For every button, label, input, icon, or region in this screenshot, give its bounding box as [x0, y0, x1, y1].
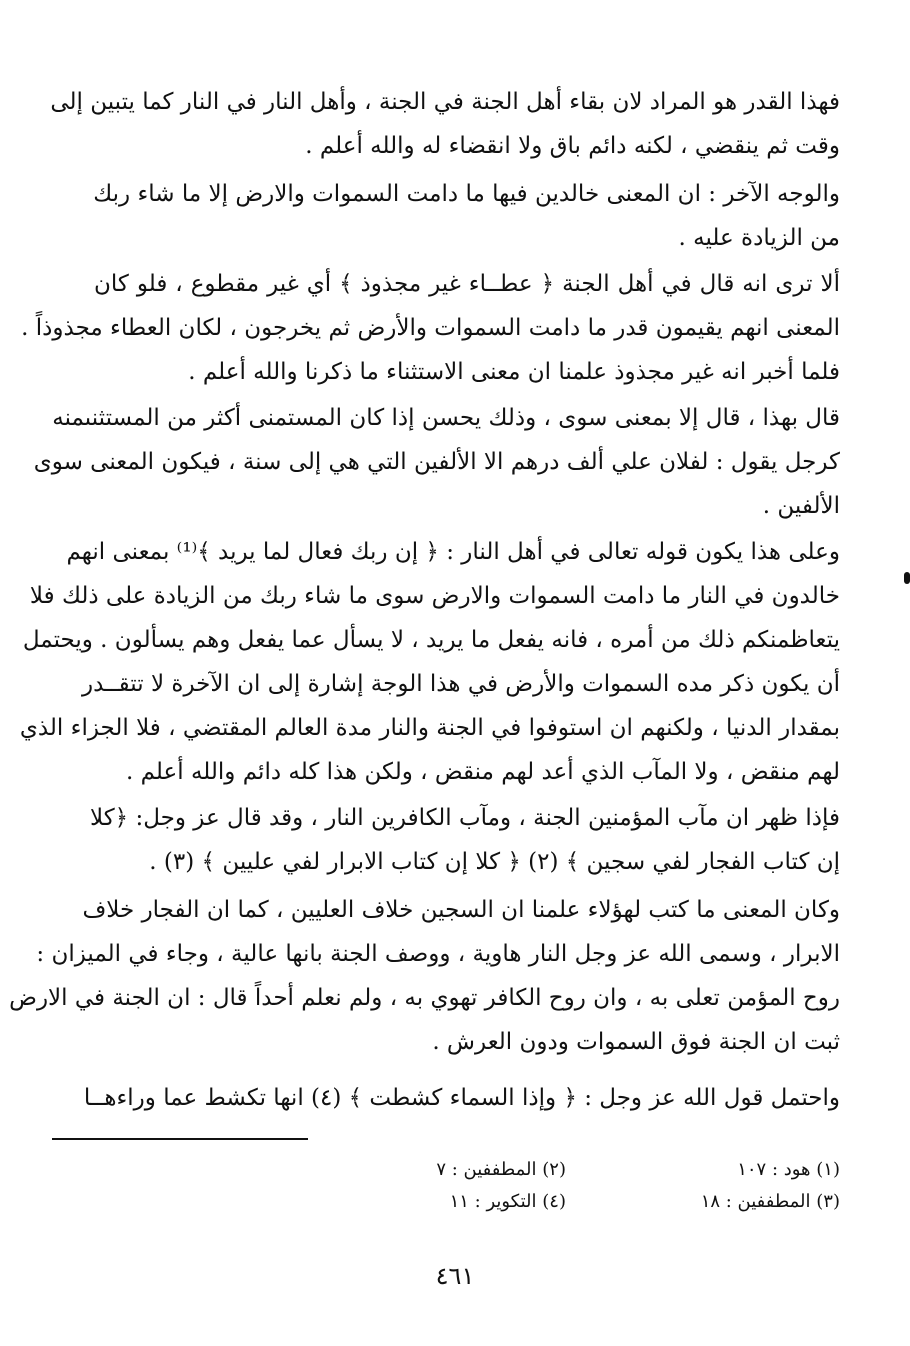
paragraph	[94, 172, 840, 260]
text-line: المعنى انهم يقيمون قدر ما دامت السموات والأرض ثم يخرجون ، لكان العطاء مجذوذاً .	[21, 315, 840, 341]
text-line: وقت ثم ينقضي ، لكنه دائم باق ولا انقضاء له والله أعلم .	[305, 133, 840, 159]
text-line: خالدون في النار ما دامت السموات والارض سوى ما شاء ربك من الزيادة على ذلك فلا	[29, 583, 840, 609]
text-line: فإذا ظهر ان مآب المؤمنين الجنة ، ومآب الكافرين النار ، وقد قال عز وجل: ﴿كلا	[90, 805, 840, 831]
text-line: فلما أخبر انه غير مجذوذ علمنا ان معنى الاستثناء ما ذكرنا والله أعلم .	[188, 359, 840, 385]
text-line: وعلى هذا يكون قوله تعالى في أهل النار : ﴿ إن ربك فعال لما يريد ﴾⁽¹⁾ بمعنى انهم	[66, 539, 840, 565]
paragraph	[19, 530, 840, 794]
text-line: واحتمل قول الله عز وجل : ﴿ وإذا السماء كشطت ﴾ (٤) انها تكشط عما وراءهــا	[83, 1085, 840, 1111]
text-line: من الزيادة عليه .	[678, 225, 840, 251]
footnote: (١) هود : ١٠٧	[737, 1159, 840, 1180]
margin-mark	[904, 572, 910, 584]
text-line: ألا ترى انه قال في أهل الجنة ﴿ عطــاء غير مجذوذ ﴾ أي غير مقطوع ، فلو كان	[94, 271, 840, 297]
page-number: ٤٦١	[435, 1262, 475, 1290]
text-line: والوجه الآخر : ان المعنى خالدين فيها ما دامت السموات والارض إلا ما شاء ربك	[93, 181, 840, 207]
paragraph	[50, 80, 840, 168]
text-line: كرجل يقول : لفلان علي ألف درهم الا الألفين التي هي إلى سنة ، فيكون المعنى سوى	[33, 449, 840, 475]
text-line: الألفين .	[762, 493, 840, 519]
footnote: (٤) التكوير : ١١	[449, 1191, 566, 1212]
text-line: روح المؤمن تعلى به ، وان روح الكافر تهوي به ، ولم نعلم أحداً قال : ان الجنة في الارض	[9, 985, 840, 1011]
text-line: وكان المعنى ما كتب لهؤلاء علمنا ان السجين خلاف العليين ، كما ان الفجار خلاف	[82, 897, 840, 923]
paragraph	[9, 888, 840, 1064]
footnote: (٣) المطففين : ١٨	[700, 1191, 840, 1212]
paragraph	[21, 262, 840, 394]
text-line: ثبت ان الجنة فوق السموات ودون العرش .	[432, 1029, 840, 1055]
text-line: يتعاظمنكم ذلك من أمره ، فانه يفعل ما يريد ، لا يسأل عما يفعل وهم يسألون . ويحتمل	[22, 627, 840, 653]
text-line: الابرار ، وسمى الله عز وجل النار هاوية ، ووصف الجنة بانها عالية ، وجاء في الميزان :	[36, 941, 840, 967]
text-line: فهذا القدر هو المراد لان بقاء أهل الجنة في الجنة ، وأهل النار في النار كما يتبين إلى	[50, 89, 840, 115]
text-line: إن كتاب الفجار لفي سجين ﴾ (٢) ﴿ كلا إن كتاب الابرار لفي عليين ﴾ (٣) .	[149, 849, 840, 875]
text-line: قال بهذا ، قال إلا بمعنى سوى ، وذلك يحسن إذا كان المستمنى أكثر من المستثنىمنه	[52, 405, 840, 431]
text-line: بمقدار الدنيا ، ولكنهم ان استوفوا في الجنة والنار مدة العالم المقتضي ، فلا الجزاء الذي	[19, 715, 840, 741]
paragraph	[83, 1076, 840, 1120]
text-line: أن يكون ذكر مده السموات والأرض في هذا الوجة إشارة إلى ان الآخرة لا تتقــدر	[82, 671, 840, 697]
paragraph	[33, 396, 840, 528]
paragraph	[90, 796, 840, 884]
footnote-separator	[52, 1138, 308, 1140]
footnote: (٢) المطففين : ٧	[436, 1159, 566, 1180]
text-line: لهم منقض ، ولا المآب الذي أعد لهم منقض ، ولكن هذا كله دائم والله أعلم .	[126, 759, 840, 785]
